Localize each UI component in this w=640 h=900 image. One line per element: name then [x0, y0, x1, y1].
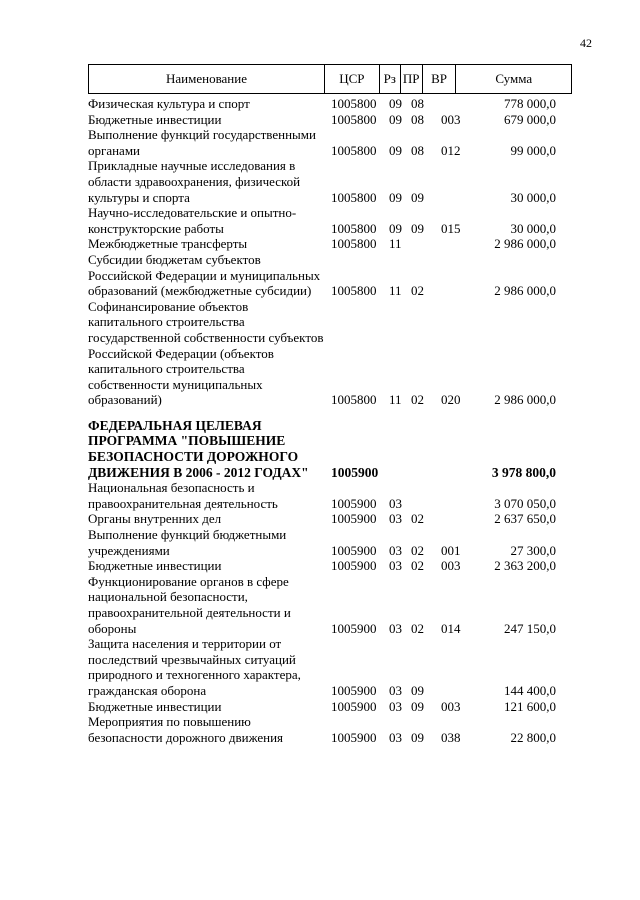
row-rz: 11 — [389, 283, 402, 299]
row-csr: 1005900 — [331, 558, 377, 574]
row-csr: 1005800 — [331, 96, 377, 111]
row-rz: 11 — [389, 236, 402, 252]
row-rz: 09 — [389, 142, 402, 158]
row-sum: 30 000,0 — [510, 189, 556, 205]
row-name: Выполнение функций бюджетными учреждениями — [88, 527, 287, 558]
row-sum: 121 600,0 — [504, 698, 556, 714]
table-row — [88, 158, 572, 205]
table-row — [88, 205, 572, 236]
table-row — [88, 714, 572, 745]
row-rz: 03 — [389, 682, 402, 698]
row-csr: 1005900 — [331, 542, 377, 558]
table-row — [88, 299, 572, 408]
row-sum: 2 986 000,0 — [494, 283, 556, 299]
header-sum: Сумма — [495, 71, 533, 86]
row-csr: 1005800 — [331, 392, 377, 408]
row-name: Софинансирование объектов капитального строительства государственной собственности субъектов Российской Федерации (объектов капитального строительства собственности муниципальных образований) — [88, 298, 324, 408]
row-sum: 2 986 000,0 — [494, 236, 556, 252]
row-sum: 2 986 000,0 — [494, 392, 556, 408]
row-pr: 02 — [411, 620, 424, 636]
row-rz: 03 — [389, 729, 402, 745]
row-sum: 2 637 650,0 — [494, 511, 556, 527]
row-sum: 30 000,0 — [510, 220, 556, 236]
row-name: ФЕДЕРАЛЬНАЯ ЦЕЛЕВАЯ ПРОГРАММА "ПОВЫШЕНИЕ БЕЗОПАСНОСТИ ДОРОЖНОГО ДВИЖЕНИЯ В 2006 - 2012 ГОДАХ" — [88, 417, 309, 480]
row-rz: 09 — [389, 220, 402, 236]
header-vr: ВР — [423, 65, 457, 93]
row-pr: 08 — [411, 96, 424, 111]
table-body — [88, 96, 572, 745]
row-rz: 09 — [389, 96, 402, 111]
row-pr: 08 — [411, 142, 424, 158]
row-csr: 1005800 — [331, 283, 377, 299]
table-row — [88, 699, 572, 715]
row-pr: 02 — [411, 392, 424, 408]
row-sum: 778 000,0 — [504, 96, 556, 111]
row-vr: 015 — [441, 220, 461, 236]
row-pr: 02 — [411, 283, 424, 299]
row-rz: 09 — [389, 111, 402, 127]
row-name: Бюджетные инвестиции — [88, 558, 222, 574]
row-vr: 001 — [441, 542, 461, 558]
row-name: Мероприятия по повышению безопасности дорожного движения — [88, 714, 284, 745]
row-pr: 09 — [411, 698, 424, 714]
row-pr: 09 — [411, 189, 424, 205]
row-rz: 09 — [389, 189, 402, 205]
row-name: Научно-исследовательские и опытно-конструкторские работы — [88, 205, 297, 236]
row-vr: 003 — [441, 698, 461, 714]
row-rz: 03 — [389, 620, 402, 636]
row-pr: 02 — [411, 558, 424, 574]
table-row — [88, 236, 572, 252]
row-name: Функционирование органов в сфере национальной безопасности, правоохранительной деятельности и обороны — [88, 573, 291, 636]
row-rz: 03 — [389, 542, 402, 558]
table-row — [88, 527, 572, 558]
row-sum: 27 300,0 — [510, 542, 556, 558]
row-name: Прикладные научные исследования в области здравоохранения, физической культуры и спорта — [88, 158, 301, 205]
row-name: Межбюджетные трансферты — [88, 236, 248, 252]
table-row — [88, 480, 572, 511]
row-vr: 003 — [441, 111, 461, 127]
row-sum: 3 070 050,0 — [494, 495, 556, 511]
row-name: Защита населения и территории от последствий чрезвычайных ситуаций природного и техногенного характера, гражданская оборона — [88, 636, 301, 698]
row-sum: 679 000,0 — [504, 111, 556, 127]
row-vr: 038 — [441, 729, 461, 745]
row-name: Бюджетные инвестиции — [88, 111, 222, 127]
row-rz: 03 — [389, 558, 402, 574]
row-rz: 03 — [389, 698, 402, 714]
row-rz: 11 — [389, 392, 402, 408]
row-vr: 020 — [441, 392, 461, 408]
table-row — [88, 574, 572, 636]
header-name: Наименование — [89, 65, 325, 93]
row-pr: 08 — [411, 111, 424, 127]
row-rz: 03 — [389, 495, 402, 511]
row-pr: 09 — [411, 729, 424, 745]
row-sum: 247 150,0 — [504, 620, 556, 636]
row-csr: 1005900 — [331, 511, 377, 527]
header-csr: ЦСР — [325, 65, 380, 93]
table-header — [88, 64, 572, 94]
row-csr: 1005800 — [331, 220, 377, 236]
table-row — [88, 112, 572, 128]
row-name: Выполнение функций государственными органами — [88, 127, 316, 158]
table-row — [88, 96, 572, 112]
row-name: Национальная безопасность и правоохранительная деятельность — [88, 480, 278, 511]
table-row — [88, 252, 572, 299]
row-sum: 22 800,0 — [510, 729, 556, 745]
header-pr: ПР — [401, 65, 423, 93]
table-row — [88, 558, 572, 574]
row-sum: 99 000,0 — [510, 142, 556, 158]
page-number: 42 — [580, 36, 592, 50]
header-rz: Рз — [380, 65, 401, 93]
row-csr: 1005900 — [331, 682, 377, 698]
row-name: Физическая культура и спорт — [88, 96, 250, 111]
row-pr: 09 — [411, 682, 424, 698]
row-csr: 1005900 — [331, 620, 377, 636]
row-sum: 144 400,0 — [504, 682, 556, 698]
table-row — [88, 511, 572, 527]
row-csr: 1005900 — [331, 464, 379, 480]
row-name: Органы внутренних дел — [88, 511, 222, 527]
row-vr: 012 — [441, 142, 461, 158]
row-rz: 03 — [389, 511, 402, 527]
table-row-program-title — [88, 418, 572, 480]
row-csr: 1005800 — [331, 236, 377, 252]
table-row — [88, 127, 572, 158]
row-csr: 1005900 — [331, 495, 377, 511]
table-row — [88, 636, 572, 698]
row-csr: 1005900 — [331, 698, 377, 714]
row-csr: 1005900 — [331, 729, 377, 745]
row-name: Бюджетные инвестиции — [88, 698, 222, 714]
row-sum: 2 363 200,0 — [494, 558, 556, 574]
row-pr: 02 — [411, 542, 424, 558]
row-name: Субсидии бюджетам субъектов Российской Федерации и муниципальных образований (межбюджетные субсидии) — [88, 251, 321, 299]
row-csr: 1005800 — [331, 142, 377, 158]
row-sum: 3 978 800,0 — [491, 464, 556, 480]
row-vr: 014 — [441, 620, 461, 636]
row-pr: 09 — [411, 220, 424, 236]
row-pr: 02 — [411, 511, 424, 527]
row-csr: 1005800 — [331, 111, 377, 127]
row-csr: 1005800 — [331, 189, 377, 205]
row-vr: 003 — [441, 558, 461, 574]
